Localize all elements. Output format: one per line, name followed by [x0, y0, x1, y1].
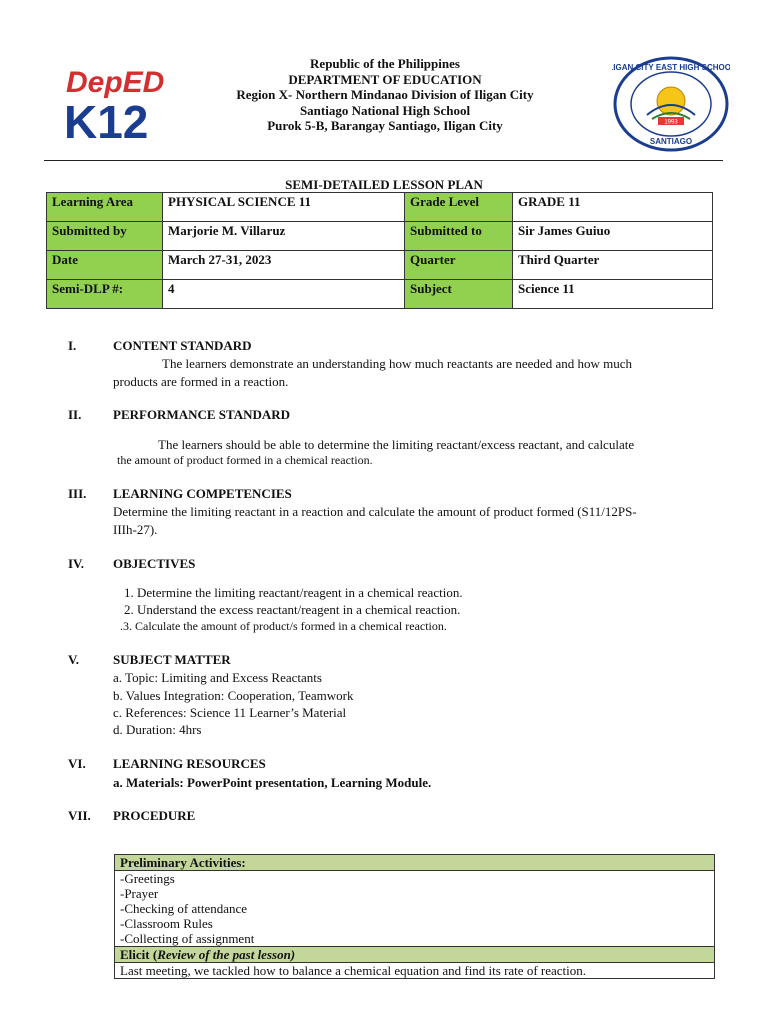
svg-text:K12: K12 — [64, 96, 149, 142]
school-seal-logo — [612, 55, 730, 153]
value-submitted-to: Sir James Guiuo — [513, 222, 713, 251]
value-semi-dlp: 4 — [163, 280, 405, 309]
section-5-title: SUBJECT MATTER — [113, 652, 231, 667]
value-date: March 27-31, 2023 — [163, 251, 405, 280]
table-row — [115, 947, 715, 963]
list-item: -Prayer — [120, 886, 159, 901]
section-7-title: PROCEDURE — [113, 808, 196, 823]
objective-item-3: .3. Calculate the amount of product/s formed in a chemical reaction. — [120, 619, 447, 633]
value-subject: Science 11 — [513, 280, 713, 309]
header-block — [180, 56, 590, 134]
section-2-line2: the amount of product formed in a chemical reaction. — [117, 453, 373, 467]
section-1-title: CONTENT STANDARD — [113, 338, 252, 353]
objective-item-1: 1. Determine the limiting reactant/reagent in a chemical reaction. — [124, 585, 463, 600]
objective-item-2: 2. Understand the excess reactant/reagent in a chemical reaction. — [124, 602, 461, 617]
label-submitted-by: Submitted by — [47, 222, 163, 251]
header-school: Santiago National High School — [299, 102, 471, 118]
section-3-title: LEARNING COMPETENCIES — [113, 486, 292, 501]
section-1-line2: products are formed in a reaction. — [113, 374, 289, 389]
seal-bottom-text: SANTIAGO — [649, 137, 693, 146]
value-submitted-by: Marjorie M. Villaruz — [163, 222, 405, 251]
preliminary-activities-header: Preliminary Activities: — [115, 855, 715, 871]
section-5-number: V. — [68, 652, 79, 667]
subject-matter-references: c. References: Science 11 Learner’s Material — [113, 705, 347, 720]
section-2-title: PERFORMANCE STANDARD — [113, 407, 291, 422]
section-6-title: LEARNING RESOURCES — [113, 756, 266, 771]
section-1-number: I. — [68, 338, 77, 353]
label-learning-area: Learning Area — [47, 193, 163, 222]
label-semi-dlp: Semi-DLP #: — [47, 280, 163, 309]
list-item: -Classroom Rules — [120, 916, 213, 931]
seal-top-text: ILIGAN CITY EAST HIGH SCHOOL — [612, 63, 730, 72]
section-4-title: OBJECTIVES — [113, 556, 196, 571]
header-region: Region X- Northern Mindanao Division of Iligan City — [236, 87, 534, 102]
table-row — [115, 855, 715, 871]
elicit-text: Last meeting, we tackled how to balance a chemical equation and find its rate of reaction. — [115, 963, 715, 979]
label-subject: Subject — [405, 280, 513, 309]
header-divider — [44, 160, 723, 161]
subject-matter-values: b. Values Integration: Cooperation, Teamwork — [113, 688, 354, 703]
seal-year: 1993 — [664, 119, 678, 126]
label-date: Date — [47, 251, 163, 280]
table-row — [47, 193, 713, 222]
section-6-number: VI. — [68, 756, 86, 771]
section-3-line2: IIIh-27). — [113, 522, 158, 537]
section-4-number: IV. — [68, 556, 85, 571]
section-1-line1: The learners demonstrate an understanding how much reactants are needed and how much — [162, 356, 632, 371]
value-quarter: Third Quarter — [513, 251, 713, 280]
subject-matter-topic: a. Topic: Limiting and Excess Reactants — [113, 670, 322, 685]
list-item: -Collecting of assignment — [120, 931, 255, 946]
table-row — [47, 222, 713, 251]
section-3-number: III. — [68, 486, 87, 501]
svg-text:DepED: DepED — [66, 66, 165, 99]
label-quarter: Quarter — [405, 251, 513, 280]
header-address: Purok 5-B, Barangay Santiago, Iligan City — [267, 118, 503, 133]
header-department: DEPARTMENT OF EDUCATION — [288, 71, 482, 87]
section-7-number: VII. — [68, 808, 91, 823]
section-2-line1: The learners should be able to determine the limiting reactant/excess reactant, and calculate — [158, 437, 635, 452]
table-row — [115, 871, 715, 947]
label-grade-level: Grade Level — [405, 193, 513, 222]
elicit-italic: Review of the past lesson) — [157, 947, 296, 962]
table-row — [47, 251, 713, 280]
header-republic: Republic of the Philippines — [310, 56, 460, 71]
preliminary-activities-list — [115, 871, 715, 947]
elicit-prefix: Elicit ( — [120, 947, 158, 962]
value-learning-area: PHYSICAL SCIENCE 11 — [163, 193, 405, 222]
value-grade-level: GRADE 11 — [513, 193, 713, 222]
table-row — [47, 280, 713, 309]
doc-title: SEMI-DETAILED LESSON PLAN — [285, 177, 483, 192]
list-item: -Greetings — [120, 871, 175, 886]
learning-resources-materials: a. Materials: PowerPoint presentation, Learning Module. — [113, 775, 432, 790]
procedure-table — [114, 854, 715, 979]
info-table — [46, 192, 713, 309]
subject-matter-duration: d. Duration: 4hrs — [113, 722, 202, 737]
section-2-number: II. — [68, 407, 82, 422]
section-3-line1: Determine the limiting reactant in a reaction and calculate the amount of product formed (S11/12PS- — [113, 504, 637, 519]
elicit-header — [115, 947, 715, 963]
table-row — [115, 963, 715, 979]
label-submitted-to: Submitted to — [405, 222, 513, 251]
list-item: -Checking of attendance — [120, 901, 248, 916]
deped-k12-logo — [62, 62, 174, 142]
